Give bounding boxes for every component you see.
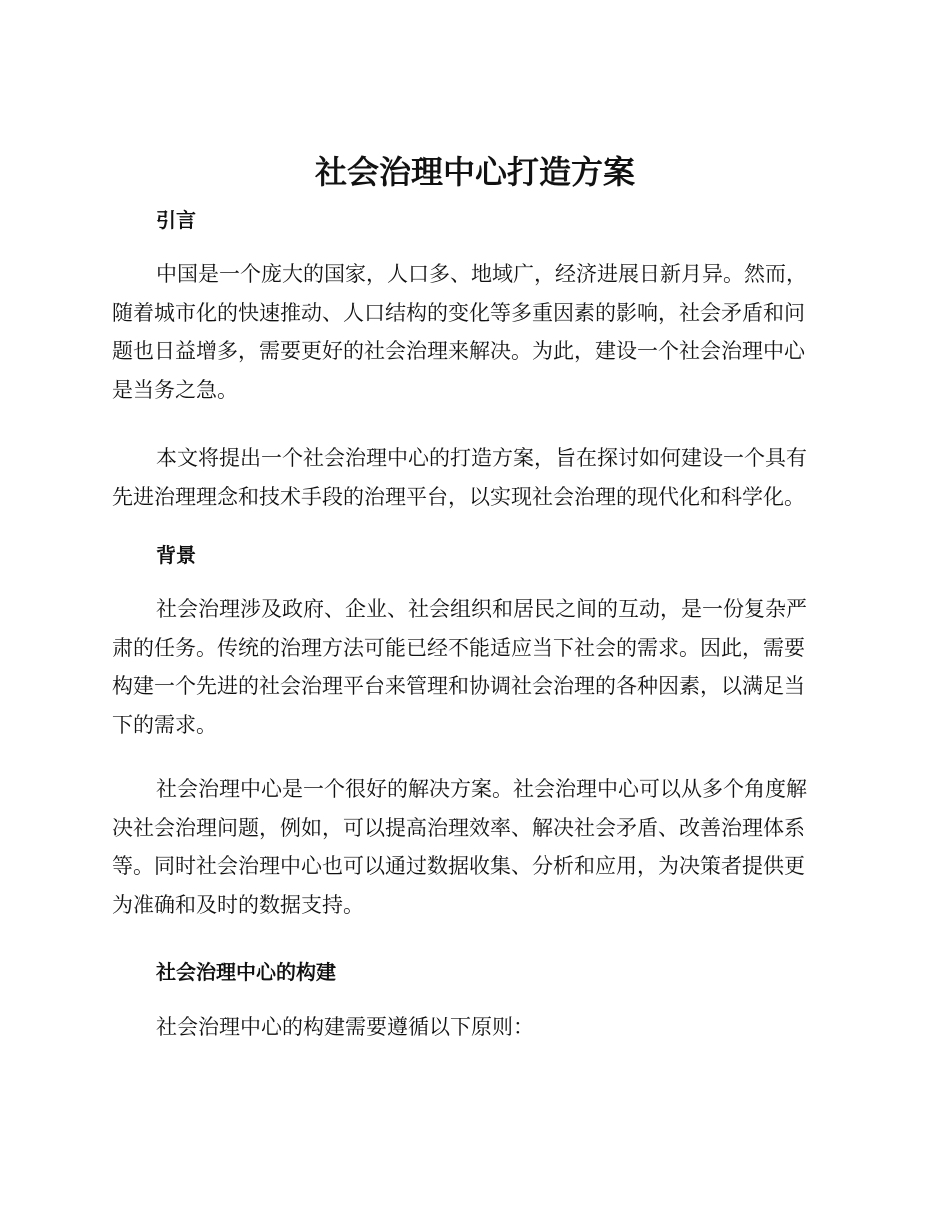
document-title: 社会治理中心打造方案 [314,153,635,191]
section-heading-construction: 社会治理中心的构建 [156,960,336,984]
paragraph-line: 是当务之急。 [112,377,238,402]
section-heading-introduction: 引言 [156,208,196,232]
paragraph-background-2 [112,770,832,924]
paragraph-line: 社会治理中心的构建需要遵循以下原则： [156,1015,534,1039]
paragraph-line: 本文将提出一个社会治理中心的打造方案，旨在探讨如何建设一个具有 [156,446,807,470]
paragraph-introduction-1 [112,255,832,409]
paragraph-line: 题也日益增多，需要更好的社会治理来解决。为此，建设一个社会治理中心 [112,339,805,363]
paragraph-line: 决社会治理问题，例如，可以提高治理效率、解决社会矛盾、改善治理体系 [112,815,805,840]
paragraph-line: 肃的任务。传统的治理方法可能已经不能适应当下社会的需求。因此，需要 [112,635,805,660]
paragraph-line: 中国是一个庞大的国家，人口多、地域广，经济进展日新月异。然而， [156,262,807,286]
paragraph-line: 社会治理中心是一个很好的解决方案。社会治理中心可以从多个角度解 [156,777,807,801]
paragraph-line: 构建一个先进的社会治理平台来管理和协调社会治理的各种因素，以满足当 [112,674,805,698]
paragraph-construction-1 [112,1008,832,1047]
paragraph-line: 先进治理理念和技术手段的治理平台，以实现社会治理的现代化和科学化。 [112,484,805,509]
paragraph-background-1 [112,590,832,744]
section-heading-background: 背景 [156,543,196,567]
paragraph-line: 随着城市化的快速推动、人口结构的变化等多重因素的影响，社会矛盾和问 [112,300,805,325]
paragraph-line: 为准确和及时的数据支持。 [112,892,364,917]
paragraph-introduction-2 [112,439,832,516]
paragraph-line: 下的需求。 [112,712,217,737]
paragraph-line: 社会治理涉及政府、企业、社会组织和居民之间的互动，是一份复杂严 [156,597,807,621]
paragraph-line: 等。同时社会治理中心也可以通过数据收集、分析和应用，为决策者提供更 [112,854,805,878]
